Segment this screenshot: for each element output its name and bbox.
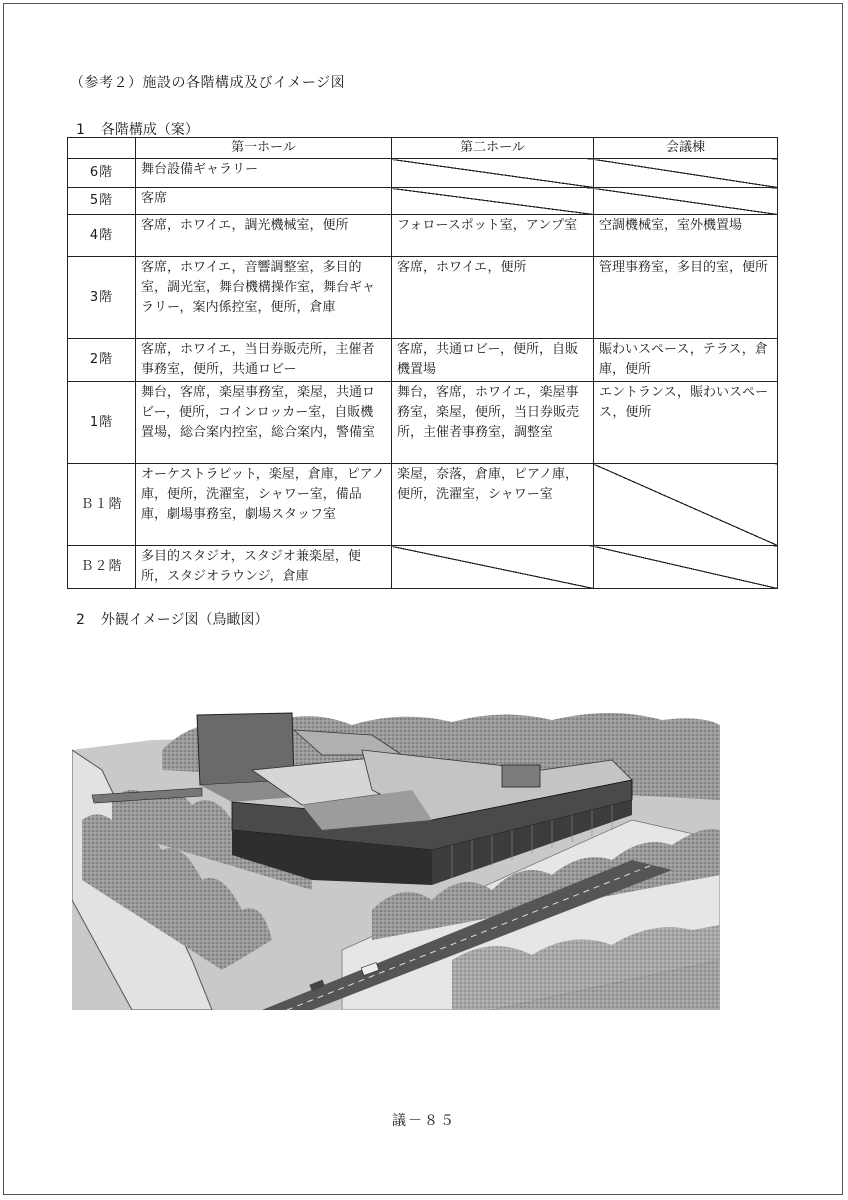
table-row xyxy=(68,215,778,257)
conference-cell: 賑わいスペース，テラス，倉庫，便所 xyxy=(594,339,778,382)
aerial-view-image xyxy=(72,710,720,1010)
header-hall1: 第一ホール xyxy=(136,138,392,159)
hall1-cell: 客席，ホワイエ，調光機械室，便所 xyxy=(136,215,392,257)
page-heading: （参考２）施設の各階構成及びイメージ図 xyxy=(70,75,346,91)
floor-label: 4階 xyxy=(68,215,136,257)
floor-label: Ｂ１階 xyxy=(68,464,136,546)
page-number: 議－８５ xyxy=(392,1113,456,1129)
empty-cell xyxy=(392,188,594,215)
empty-cell xyxy=(392,546,594,589)
empty-cell xyxy=(594,159,778,188)
section1-number: 1 xyxy=(76,122,85,138)
floor-label: 3階 xyxy=(68,257,136,339)
hall2-cell: 楽屋，奈落，倉庫，ピアノ庫，便所，洗濯室，シャワー室 xyxy=(392,464,594,546)
section2-title xyxy=(76,609,285,629)
hall1-cell: オーケストラピット，楽屋，倉庫，ピアノ庫，便所，洗濯室，シャワー室，備品庫，劇場事務室，劇場スタッフ室 xyxy=(136,464,392,546)
table-row xyxy=(68,257,778,339)
hall1-cell: 多目的スタジオ，スタジオ兼楽屋，便所，スタジオラウンジ，倉庫 xyxy=(136,546,392,589)
floor-label: 6階 xyxy=(68,159,136,188)
section1-label: 各階構成（案） xyxy=(100,122,199,138)
header-conference: 会議棟 xyxy=(594,138,778,159)
floor-label: 2階 xyxy=(68,339,136,382)
hall1-cell: 舞台設備ギャラリー xyxy=(136,159,392,188)
table-row xyxy=(68,382,778,464)
floor-label: 1階 xyxy=(68,382,136,464)
empty-cell xyxy=(392,159,594,188)
section2-label: 外観イメージ図（鳥瞰図） xyxy=(100,612,269,628)
empty-cell xyxy=(594,546,778,589)
header-floor xyxy=(68,138,136,159)
floor-composition-table xyxy=(67,137,778,589)
aerial-illustration xyxy=(72,710,720,1010)
hall2-cell: 客席，ホワイエ，便所 xyxy=(392,257,594,339)
conference-cell: 管理事務室，多目的室，便所 xyxy=(594,257,778,339)
hall1-cell: 舞台，客席，楽屋事務室，楽屋，共通ロビー，便所，コインロッカー室，自販機置場，総合案内控室，総合案内，警備室 xyxy=(136,382,392,464)
table-row xyxy=(68,464,778,546)
floor-label: 5階 xyxy=(68,188,136,215)
section1-title xyxy=(76,119,215,139)
empty-cell xyxy=(594,188,778,215)
section2-number: 2 xyxy=(76,612,85,628)
empty-cell xyxy=(594,464,778,546)
floor-label: Ｂ２階 xyxy=(68,546,136,589)
table-row xyxy=(68,159,778,188)
hall2-cell: フォロースポット室，アンプ室 xyxy=(392,215,594,257)
table-row xyxy=(68,188,778,215)
table-header-row xyxy=(68,138,778,159)
hall2-cell: 舞台，客席，ホワイエ，楽屋事務室，楽屋，便所，当日券販売所，主催者事務室，調整室 xyxy=(392,382,594,464)
hall1-cell: 客席，ホワイエ，音響調整室，多目的室，調光室，舞台機構操作室，舞台ギャラリー，案内係控室，便所，倉庫 xyxy=(136,257,392,339)
hall2-cell: 客席，共通ロビー，便所，自販機置場 xyxy=(392,339,594,382)
table-row xyxy=(68,546,778,589)
conference-cell: 空調機械室，室外機置場 xyxy=(594,215,778,257)
hall1-cell: 客席 xyxy=(136,188,392,215)
header-hall2: 第二ホール xyxy=(392,138,594,159)
hall1-cell: 客席，ホワイエ，当日券販売所，主催者事務室，便所，共通ロビー xyxy=(136,339,392,382)
conference-cell: エントランス，賑わいスペース，便所 xyxy=(594,382,778,464)
table-row xyxy=(68,339,778,382)
